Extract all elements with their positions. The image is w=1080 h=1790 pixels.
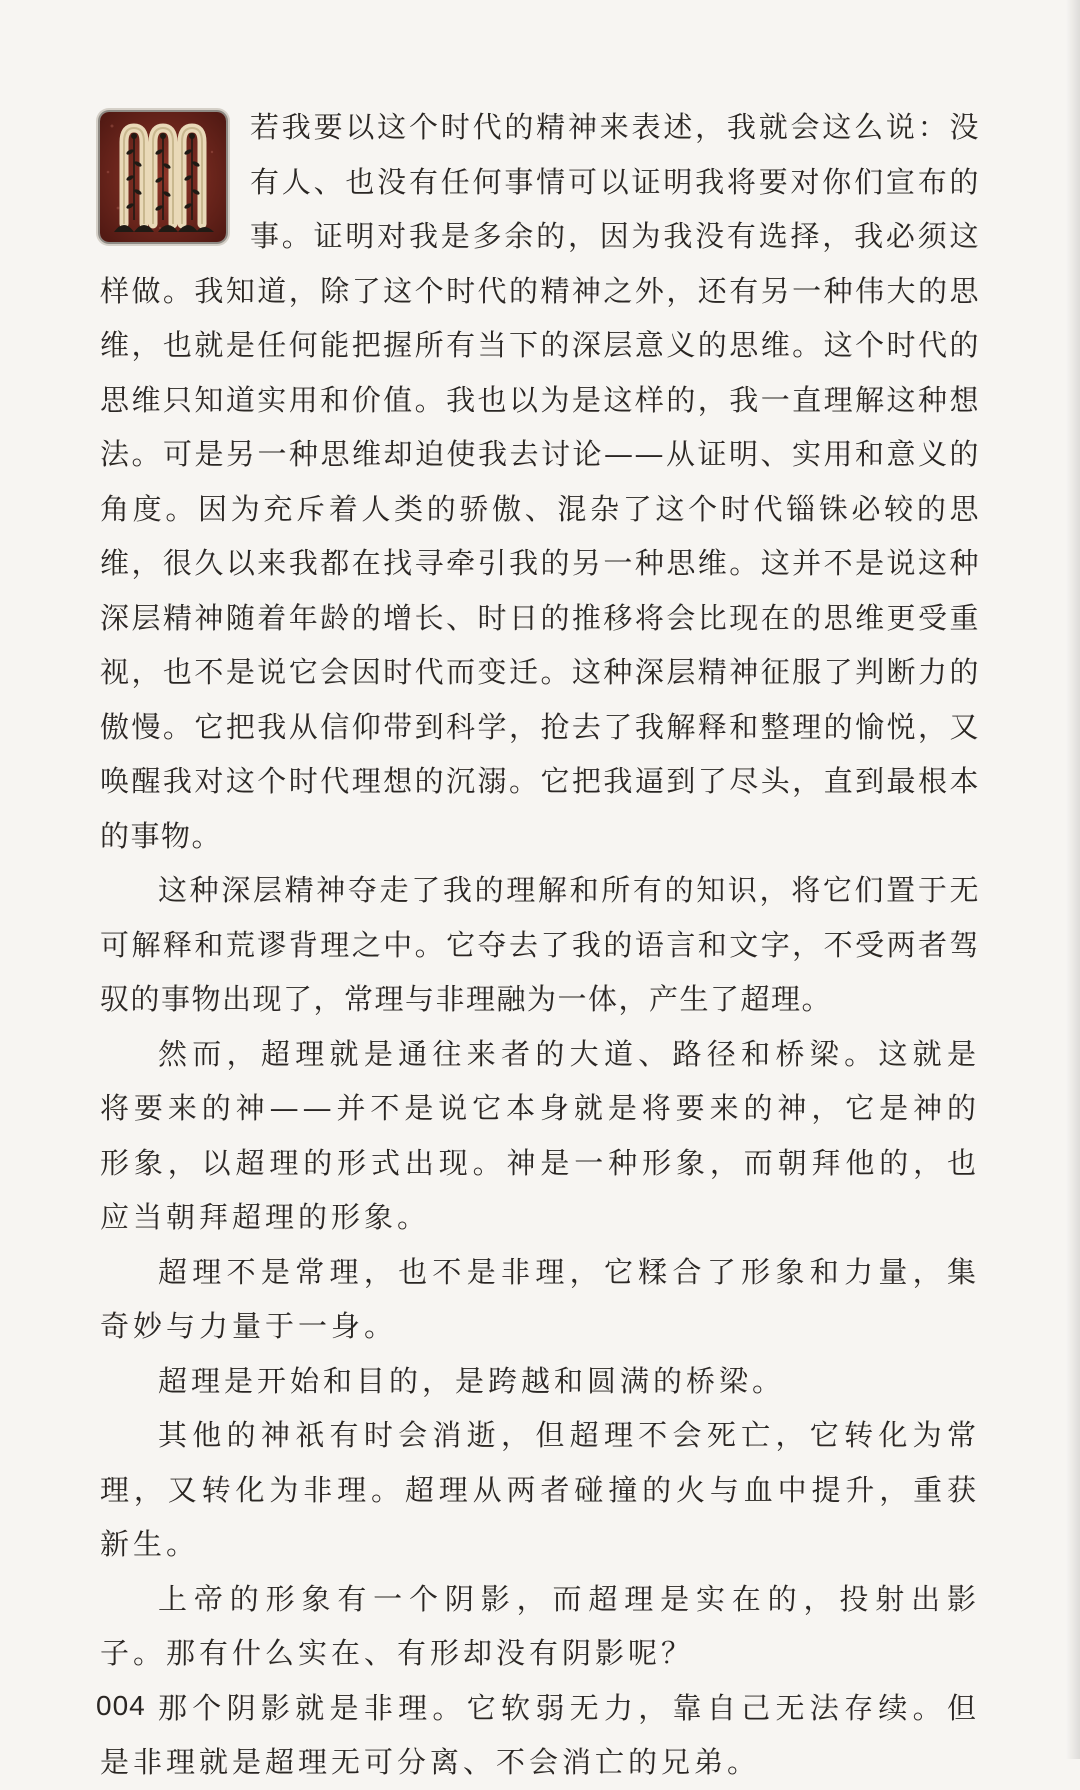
paragraph-8: 那个阴影就是非理。它软弱无力，靠自己无法存续。但是非理就是超理无可分离、不会消亡的兄弟。 [100, 1690, 980, 1779]
paragraph-3: 然而，超理就是通往来者的大道、路径和桥梁。这就是将要来的神——并不是说它本身就是将要来的神，它是神的形象，以超理的形式出现。神是一种形象，而朝拜他的，也应当朝拜超理的形象。 [100, 1036, 980, 1234]
paragraph-2: 这种深层精神夺走了我的理解和所有的知识，将它们置于无可解释和荒谬背理之中。它夺去了我的语言和文字，不受两者驾驭的事物出现了，常理与非理融为一体，产生了超理。 [100, 873, 980, 1016]
page-number: 004 [96, 1690, 146, 1721]
paragraph-7: 上帝的形象有一个阴影，而超理是实在的，投射出影子。那有什么实在、有形却没有阴影呢？ [100, 1581, 980, 1670]
paragraph-1: 若我要以这个时代的精神来表述，我就会这么说：没有人、也没有任何事情可以证明我将要对你们宣布的事。证明对我是多余的，因为我没有选择，我必须这样做。我知道，除了这个时代的精神之外，还有另一种伟大的思维，也就是任何能把握所有当下的深层意义的思维。这个时代的思维只知道实用和价值。我也以为是这样的，我一直理解这种想法。可是另一种思维却迫使我去讨论——从证明、实用和意义的角度。因为充斥着人类的骄傲、混杂了这个时代锱铢必较的思维，很久以来我都在找寻牵引我的另一种思维。这并不是说这种深层精神随着年龄的增长、时日的推移将会比现在的思维更受重视，也不是说它会因时代而变迁。这种深层精神征服了判断力的傲慢。它把我从信仰带到科学，抢去了我解释和整理的愉悦，又唤醒我对这个时代理想的沉溺。它把我逼到了尽头，直到最根本的事物。 [100, 110, 980, 853]
illuminated-initial-m-icon [100, 112, 226, 242]
page-edge-shadow [1066, 0, 1080, 1759]
paragraph-5: 超理是开始和目的，是跨越和圆满的桥梁。 [158, 1363, 786, 1398]
body-text [100, 100, 980, 1790]
paragraph-4: 超理不是常理，也不是非理，它糅合了形象和力量，集奇妙与力量于一身。 [100, 1254, 980, 1343]
paragraph-6: 其他的神祇有时会消逝，但超理不会死亡，它转化为常理，又转化为非理。超理从两者碰撞的火与血中提升，重获新生。 [100, 1418, 980, 1561]
